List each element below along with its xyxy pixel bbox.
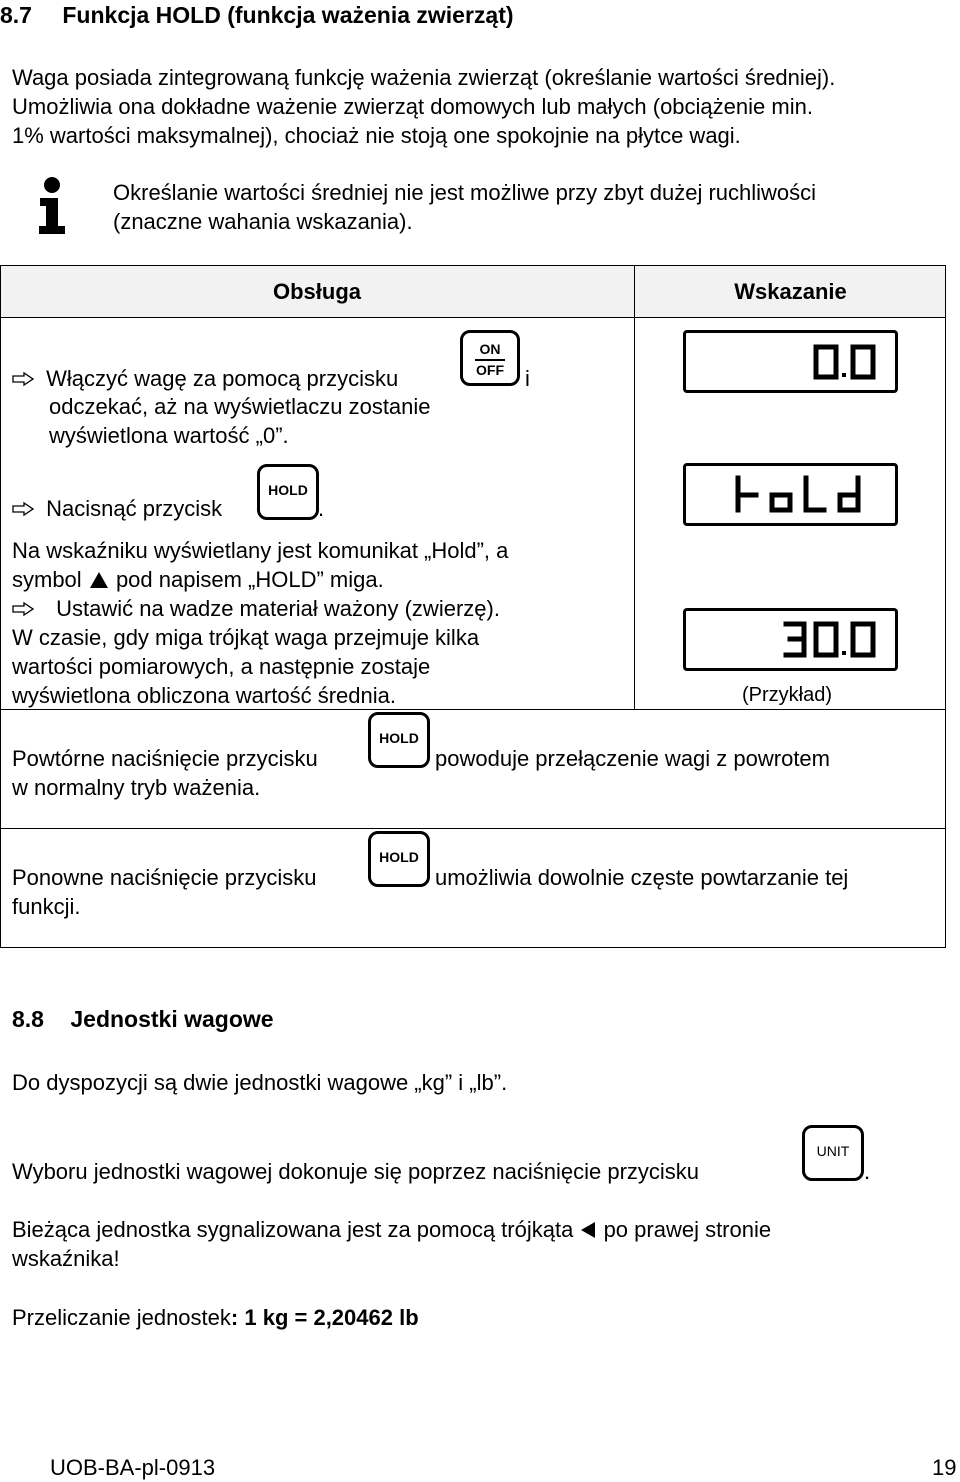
- note-line: (znaczne wahania wskazania).: [113, 209, 413, 234]
- row-3-text: Ponowne naciśnięcie przycisku: [12, 865, 317, 890]
- unit-select-paragraph: Wyboru jednostki wagowej dokonuje się poprzez naciśnięcie przycisku: [12, 1159, 700, 1184]
- display-hold: [683, 463, 898, 526]
- key-separator: [475, 359, 505, 361]
- step-text: wartości pomiarowych, a następnie zostaje: [12, 654, 431, 679]
- step-text: odczekać, aż na wyświetlaczu zostanie: [49, 394, 431, 419]
- conversion-colon: :: [230, 1305, 239, 1330]
- unit-key-icon: [802, 1125, 864, 1181]
- step-text: Ustawić na wadze materiał ważony (zwierzę).: [56, 596, 500, 621]
- paragraph-text: po prawej stronie: [603, 1217, 772, 1242]
- off-label: OFF: [476, 362, 504, 378]
- row-2-text: Powtórne naciśnięcie przycisku: [12, 746, 318, 771]
- step-text: .: [318, 496, 325, 521]
- step-text: symbol: [12, 567, 82, 592]
- arrow-right-icon: [12, 494, 40, 523]
- triangle-up-icon: [90, 572, 108, 588]
- hold-key-icon: [368, 712, 430, 768]
- step-text: pod napisem „HOLD” miga.: [115, 567, 384, 592]
- indicator-paragraph: wskaźnika!: [12, 1246, 120, 1271]
- step-text: i: [525, 366, 530, 391]
- intro-line: Umożliwia ona dokładne ważenie zwierząt domowych lub małych (obciążenie min.: [12, 94, 813, 119]
- display-thirty: [683, 608, 898, 671]
- info-note: [113, 178, 816, 236]
- unit-label: UNIT: [816, 1143, 850, 1159]
- paragraph-text: Bieżąca jednostka sygnalizowana jest za pomocą trójkąta: [12, 1217, 574, 1242]
- table-divider: [0, 828, 946, 829]
- example-caption: (Przykład): [742, 684, 833, 706]
- on-label: ON: [479, 341, 501, 357]
- section-number: 8.8: [12, 1006, 44, 1032]
- section-heading-8-7: [0, 2, 514, 29]
- conversion-paragraph: [12, 1303, 419, 1332]
- note-line: Określanie wartości średniej nie jest możliwe przy zbyt dużej ruchliwości: [113, 180, 817, 205]
- arrow-right-icon: [12, 364, 40, 393]
- hold-key-icon: [368, 831, 430, 887]
- hold-label: HOLD: [379, 730, 419, 746]
- info-icon: [36, 176, 70, 236]
- step-2-line-1: [12, 494, 222, 523]
- step-text: Nacisnąć przycisk: [46, 496, 223, 521]
- hold-label: HOLD: [379, 849, 419, 865]
- triangle-left-icon: [581, 1222, 595, 1238]
- row-3-text: funkcji.: [12, 894, 81, 919]
- display-zero: [683, 330, 898, 393]
- table-divider: [0, 317, 946, 318]
- step-1-line-1: [12, 364, 398, 393]
- step-text: wyświetlona wartość „0”.: [49, 423, 289, 448]
- footer-doc-id: UOB-BA-pl-0913: [50, 1455, 216, 1480]
- hold-label: HOLD: [268, 482, 308, 498]
- step-text: W czasie, gdy miga trójkąt waga przejmuje kilka: [12, 625, 480, 650]
- display-hold-digits: [686, 466, 895, 523]
- indicator-paragraph: [12, 1215, 771, 1244]
- conversion-label: Przeliczanie jednostek: [12, 1305, 231, 1330]
- display-thirty-digits: [686, 611, 895, 668]
- hold-key-icon: [257, 464, 319, 520]
- column-header-operation: Obsługa: [272, 279, 361, 304]
- step-text: wyświetlona obliczona wartość średnia.: [12, 683, 396, 708]
- intro-paragraph: [12, 63, 835, 150]
- section-number: 8.7: [0, 2, 32, 28]
- unit-select-paragraph: .: [864, 1159, 871, 1184]
- table-divider: [634, 265, 635, 710]
- page-number: 19: [932, 1455, 957, 1480]
- section-title: Jednostki wagowe: [70, 1006, 274, 1032]
- step-text: Włączyć wagę za pomocą przycisku: [46, 366, 399, 391]
- row-3-text: umożliwia dowolnie częste powtarzanie tej: [435, 865, 849, 890]
- display-zero-digits: [686, 333, 895, 390]
- intro-line: Waga posiada zintegrowaną funkcję ważenia zwierząt (określanie wartości średniej).: [12, 65, 836, 90]
- intro-line: 1% wartości maksymalnej), chociaż nie stoją one spokojnie na płytce wagi.: [12, 123, 741, 148]
- step-3-line-1: [12, 594, 500, 623]
- on-off-key-icon: [460, 330, 520, 386]
- step-text: Na wskaźniku wyświetlany jest komunikat „Hold”, a: [12, 538, 509, 563]
- row-2-text: powoduje przełączenie wagi z powrotem: [435, 746, 830, 771]
- arrow-right-icon: [12, 594, 50, 623]
- section-heading-8-8: [12, 1006, 274, 1033]
- step-2-line-4: [12, 565, 384, 594]
- conversion-value: 1 kg = 2,20462 lb: [244, 1305, 419, 1330]
- units-paragraph: Do dyspozycji są dwie jednostki wagowe „kg” i „lb”.: [12, 1070, 508, 1095]
- row-2-text: w normalny tryb ważenia.: [12, 775, 261, 800]
- column-header-display: Wskazanie: [734, 279, 847, 304]
- section-title: Funkcja HOLD (funkcja ważenia zwierząt): [62, 2, 514, 28]
